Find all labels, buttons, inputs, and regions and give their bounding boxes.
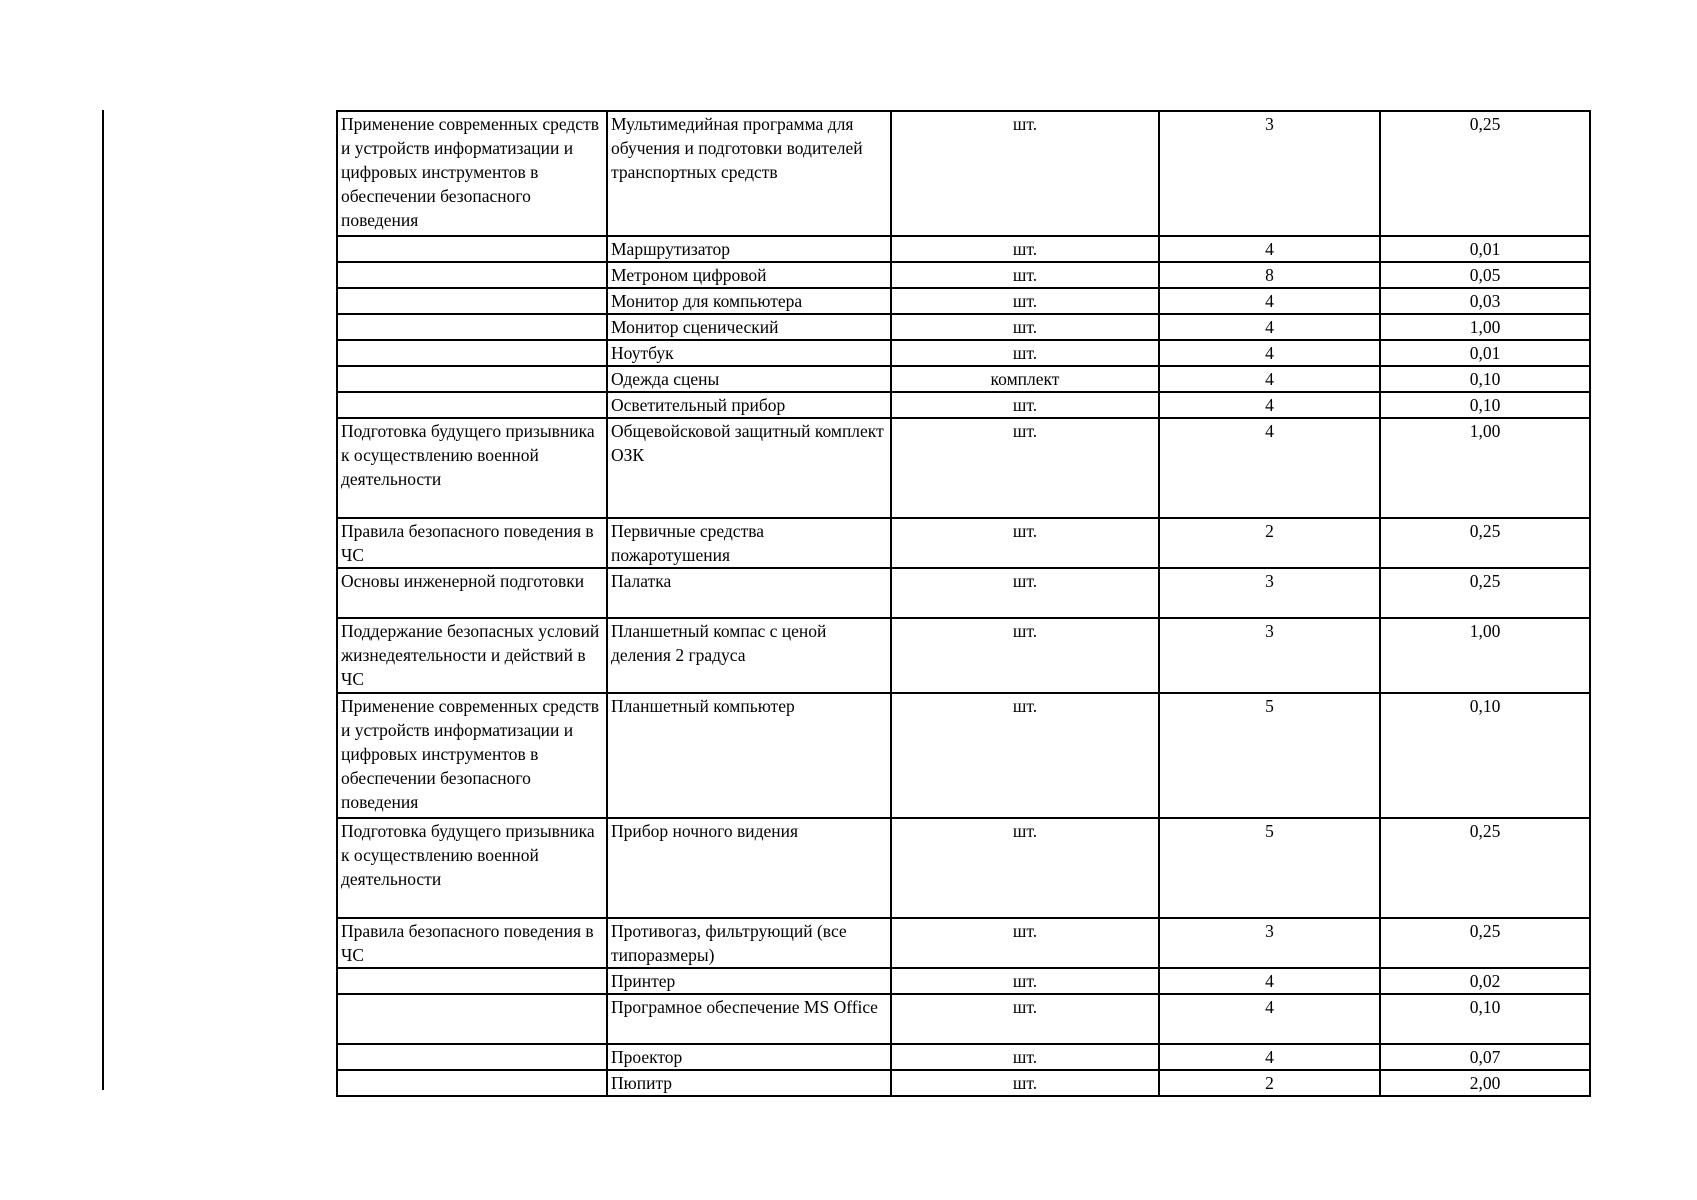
quantity-cell: 4 bbox=[1159, 1044, 1380, 1070]
value-cell: 0,02 bbox=[1380, 968, 1590, 994]
quantity-cell: 5 bbox=[1159, 693, 1380, 818]
unit-cell: шт. bbox=[891, 111, 1159, 236]
value-cell: 0,25 bbox=[1380, 918, 1590, 968]
value-cell: 0,25 bbox=[1380, 518, 1590, 568]
unit-cell: шт. bbox=[891, 568, 1159, 618]
table-row bbox=[337, 288, 1590, 314]
section-cell: Правила безопасного поведения в ЧС bbox=[337, 918, 607, 968]
quantity-cell: 4 bbox=[1159, 288, 1380, 314]
table-row bbox=[337, 366, 1590, 392]
item-cell: Проектор bbox=[607, 1044, 891, 1070]
table-row bbox=[337, 618, 1590, 693]
value-cell: 0,07 bbox=[1380, 1044, 1590, 1070]
quantity-cell: 2 bbox=[1159, 518, 1380, 568]
item-cell: Метроном цифровой bbox=[607, 262, 891, 288]
table-row bbox=[337, 568, 1590, 618]
table-row bbox=[337, 968, 1590, 994]
unit-cell: шт. bbox=[891, 262, 1159, 288]
quantity-cell: 3 bbox=[1159, 618, 1380, 693]
section-cell bbox=[337, 262, 607, 288]
quantity-cell: 4 bbox=[1159, 392, 1380, 418]
section-cell bbox=[337, 392, 607, 418]
quantity-cell: 3 bbox=[1159, 111, 1380, 236]
item-cell: Палатка bbox=[607, 568, 891, 618]
value-cell: 1,00 bbox=[1380, 618, 1590, 693]
unit-cell: шт. bbox=[891, 418, 1159, 518]
value-cell: 2,00 bbox=[1380, 1070, 1590, 1096]
table-row bbox=[337, 1044, 1590, 1070]
value-cell: 0,01 bbox=[1380, 340, 1590, 366]
unit-cell: шт. bbox=[891, 618, 1159, 693]
unit-cell: шт. bbox=[891, 818, 1159, 918]
section-cell: Применение современных средств и устройств информатизации и цифровых инструментов в обеспечении безопасного поведения bbox=[337, 693, 607, 818]
item-cell: Мультимедийная программа для обучения и подготовки водителей транспортных средств bbox=[607, 111, 891, 236]
table-row bbox=[337, 392, 1590, 418]
item-cell: Монитор сценический bbox=[607, 314, 891, 340]
quantity-cell: 5 bbox=[1159, 818, 1380, 918]
table-row bbox=[337, 340, 1590, 366]
unit-cell: шт. bbox=[891, 288, 1159, 314]
section-cell bbox=[337, 288, 607, 314]
unit-cell: шт. bbox=[891, 236, 1159, 262]
unit-cell: шт. bbox=[891, 1070, 1159, 1096]
quantity-cell: 4 bbox=[1159, 366, 1380, 392]
item-cell: Первичные средства пожаротушения bbox=[607, 518, 891, 568]
item-cell: Маршрутизатор bbox=[607, 236, 891, 262]
unit-cell: шт. bbox=[891, 1044, 1159, 1070]
table-row bbox=[337, 1070, 1590, 1096]
value-cell: 0,25 bbox=[1380, 111, 1590, 236]
table-row bbox=[337, 314, 1590, 340]
section-cell bbox=[337, 1070, 607, 1096]
value-cell: 0,25 bbox=[1380, 568, 1590, 618]
section-cell bbox=[337, 236, 607, 262]
item-cell: Планшетный компьютер bbox=[607, 693, 891, 818]
unit-cell: шт. bbox=[891, 994, 1159, 1044]
section-cell bbox=[337, 1044, 607, 1070]
table-row bbox=[337, 918, 1590, 968]
value-cell: 0,10 bbox=[1380, 392, 1590, 418]
quantity-cell: 4 bbox=[1159, 236, 1380, 262]
item-cell: Планшетный компас с ценой деления 2 градуса bbox=[607, 618, 891, 693]
section-cell: Правила безопасного поведения в ЧС bbox=[337, 518, 607, 568]
item-cell: Противогаз, фильтрующий (все типоразмеры) bbox=[607, 918, 891, 968]
quantity-cell: 8 bbox=[1159, 262, 1380, 288]
section-cell bbox=[337, 340, 607, 366]
quantity-cell: 4 bbox=[1159, 340, 1380, 366]
unit-cell: комплект bbox=[891, 366, 1159, 392]
value-cell: 0,05 bbox=[1380, 262, 1590, 288]
quantity-cell: 2 bbox=[1159, 1070, 1380, 1096]
section-cell: Поддержание безопасных условий жизнедеятельности и действий в ЧС bbox=[337, 618, 607, 693]
unit-cell: шт. bbox=[891, 314, 1159, 340]
section-cell bbox=[337, 994, 607, 1044]
item-cell: Прибор ночного видения bbox=[607, 818, 891, 918]
value-cell: 0,10 bbox=[1380, 994, 1590, 1044]
item-cell: Осветительный прибор bbox=[607, 392, 891, 418]
value-cell: 0,10 bbox=[1380, 366, 1590, 392]
item-cell: Общевойсковой защитный комплект ОЗК bbox=[607, 418, 891, 518]
margin-rule bbox=[102, 110, 104, 1090]
quantity-cell: 4 bbox=[1159, 968, 1380, 994]
unit-cell: шт. bbox=[891, 518, 1159, 568]
quantity-cell: 3 bbox=[1159, 568, 1380, 618]
item-cell: Ноутбук bbox=[607, 340, 891, 366]
table-row bbox=[337, 236, 1590, 262]
value-cell: 0,10 bbox=[1380, 693, 1590, 818]
item-cell: Пюпитр bbox=[607, 1070, 891, 1096]
table-row bbox=[337, 518, 1590, 568]
value-cell: 1,00 bbox=[1380, 418, 1590, 518]
section-cell: Подготовка будущего призывника к осуществлению военной деятельности bbox=[337, 418, 607, 518]
quantity-cell: 3 bbox=[1159, 918, 1380, 968]
quantity-cell: 4 bbox=[1159, 994, 1380, 1044]
unit-cell: шт. bbox=[891, 693, 1159, 818]
value-cell: 0,25 bbox=[1380, 818, 1590, 918]
unit-cell: шт. bbox=[891, 340, 1159, 366]
table-row bbox=[337, 818, 1590, 918]
section-cell: Подготовка будущего призывника к осуществлению военной деятельности bbox=[337, 818, 607, 918]
unit-cell: шт. bbox=[891, 392, 1159, 418]
section-cell: Основы инженерной подготовки bbox=[337, 568, 607, 618]
item-cell: Принтер bbox=[607, 968, 891, 994]
table-row bbox=[337, 693, 1590, 818]
value-cell: 0,01 bbox=[1380, 236, 1590, 262]
unit-cell: шт. bbox=[891, 968, 1159, 994]
item-cell: Монитор для компьютера bbox=[607, 288, 891, 314]
equipment-table bbox=[336, 110, 1591, 1097]
table-row bbox=[337, 994, 1590, 1044]
section-cell bbox=[337, 968, 607, 994]
section-cell bbox=[337, 314, 607, 340]
table-row bbox=[337, 111, 1590, 236]
quantity-cell: 4 bbox=[1159, 314, 1380, 340]
item-cell: Програмное обеспечение MS Office bbox=[607, 994, 891, 1044]
item-cell: Одежда сцены bbox=[607, 366, 891, 392]
table-row bbox=[337, 418, 1590, 518]
table-row bbox=[337, 262, 1590, 288]
unit-cell: шт. bbox=[891, 918, 1159, 968]
quantity-cell: 4 bbox=[1159, 418, 1380, 518]
value-cell: 0,03 bbox=[1380, 288, 1590, 314]
value-cell: 1,00 bbox=[1380, 314, 1590, 340]
section-cell: Применение современных средств и устройств информатизации и цифровых инструментов в обеспечении безопасного поведения bbox=[337, 111, 607, 236]
section-cell bbox=[337, 366, 607, 392]
